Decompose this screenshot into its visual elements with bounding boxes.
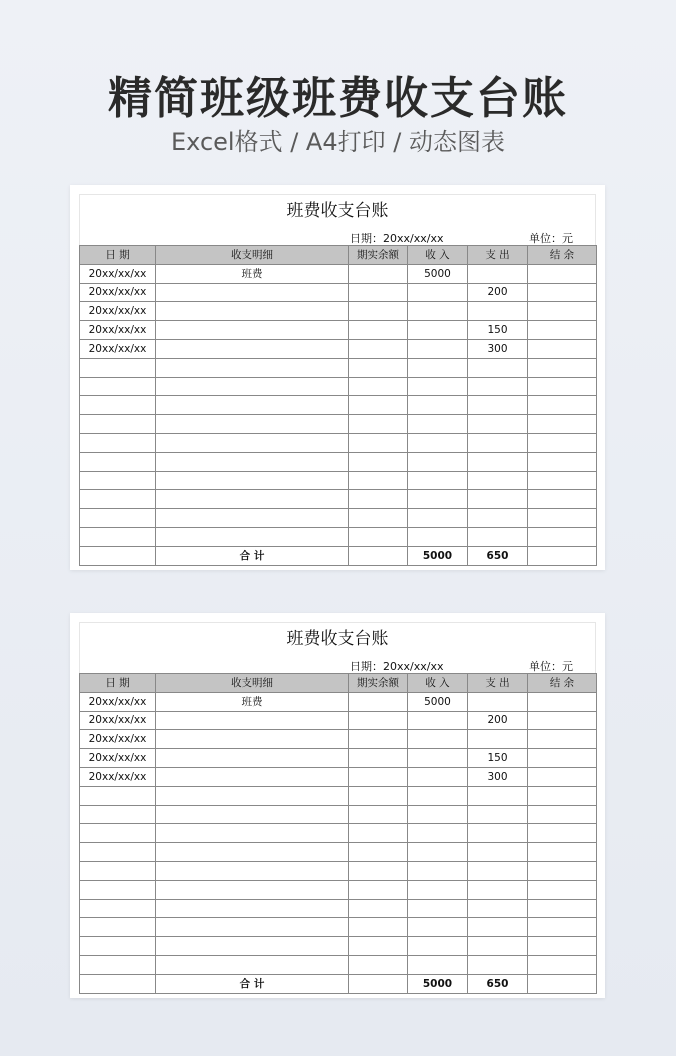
- cell-balance: [528, 321, 597, 340]
- table-row: [80, 452, 597, 471]
- cell-balance-start: [349, 377, 408, 396]
- cell-income: [408, 937, 468, 956]
- cell-expense: [468, 937, 528, 956]
- cell-income: [408, 283, 468, 302]
- cell-balance: [528, 396, 597, 415]
- cell-date: 20xx/xx/xx: [80, 302, 156, 321]
- cell-balance-start: [349, 321, 408, 340]
- cell-income: [408, 767, 468, 786]
- cell-date: [80, 843, 156, 862]
- cell-balance: [528, 899, 597, 918]
- cell-income: [408, 452, 468, 471]
- cell-desc: 班费: [156, 692, 349, 711]
- sheet-title: 班费收支台账: [79, 194, 596, 228]
- ledger-sheet: [79, 622, 596, 994]
- cell-income: [408, 824, 468, 843]
- cell-income: [408, 527, 468, 546]
- cell-balance: [528, 264, 597, 283]
- cell-balance: [528, 786, 597, 805]
- table-row: [80, 711, 597, 730]
- table-header-row: [80, 674, 597, 693]
- table-row: [80, 527, 597, 546]
- cell-date: [80, 471, 156, 490]
- cell-income: [408, 377, 468, 396]
- cell-date: 20xx/xx/xx: [80, 321, 156, 340]
- table-row: [80, 824, 597, 843]
- cell-date: 20xx/xx/xx: [80, 339, 156, 358]
- cell-expense: [468, 955, 528, 974]
- cell-income: [408, 321, 468, 340]
- cell-expense: [468, 805, 528, 824]
- cell-balance-start: [349, 283, 408, 302]
- ledger-preview-2: [70, 613, 605, 998]
- cell-balance: [528, 767, 597, 786]
- cell-date: [80, 937, 156, 956]
- cell-desc: [156, 937, 349, 956]
- cell-expense: [468, 861, 528, 880]
- cell-desc: 班费: [156, 264, 349, 283]
- column-header: 收支明细: [156, 246, 349, 265]
- cell-balance-start: [349, 339, 408, 358]
- cell-balance-start: [349, 358, 408, 377]
- cell-balance: [528, 452, 597, 471]
- cell-desc: [156, 786, 349, 805]
- cell-date: [80, 786, 156, 805]
- cell-expense: [468, 730, 528, 749]
- cell-expense: [468, 415, 528, 434]
- cell-balance-start: [349, 264, 408, 283]
- cell-income: [408, 880, 468, 899]
- cell-balance-start: [349, 692, 408, 711]
- table-row: [80, 692, 597, 711]
- cell-expense: 200: [468, 711, 528, 730]
- ledger-table: [79, 673, 597, 994]
- column-header: 收 入: [408, 674, 468, 693]
- cell-date: [80, 509, 156, 528]
- cell-desc: [156, 283, 349, 302]
- cell-expense: [468, 918, 528, 937]
- cell-expense: [468, 692, 528, 711]
- table-row: [80, 861, 597, 880]
- cell-desc: [156, 358, 349, 377]
- cell-balance-start: [349, 843, 408, 862]
- cell-empty: [349, 546, 408, 565]
- table-row: [80, 377, 597, 396]
- column-header: 收支明细: [156, 674, 349, 693]
- cell-desc: [156, 918, 349, 937]
- sheet-meta: [79, 656, 596, 673]
- cell-desc: [156, 452, 349, 471]
- cell-desc: [156, 711, 349, 730]
- cell-income: [408, 433, 468, 452]
- cell-date: [80, 824, 156, 843]
- cell-balance-start: [349, 396, 408, 415]
- cell-date: [80, 433, 156, 452]
- cell-empty: [528, 974, 597, 993]
- cell-income: [408, 358, 468, 377]
- table-row: [80, 786, 597, 805]
- cell-income: [408, 302, 468, 321]
- cell-income: [408, 918, 468, 937]
- cell-balance-start: [349, 711, 408, 730]
- cell-balance-start: [349, 471, 408, 490]
- table-row: [80, 899, 597, 918]
- cell-desc: [156, 955, 349, 974]
- cell-desc: [156, 861, 349, 880]
- table-row: [80, 264, 597, 283]
- cell-balance: [528, 711, 597, 730]
- cell-income: [408, 749, 468, 768]
- cell-desc: [156, 805, 349, 824]
- cell-date: [80, 918, 156, 937]
- cell-balance-start: [349, 805, 408, 824]
- cell-desc: [156, 843, 349, 862]
- cell-balance-start: [349, 509, 408, 528]
- cell-balance: [528, 805, 597, 824]
- cell-balance-start: [349, 415, 408, 434]
- cell-balance: [528, 749, 597, 768]
- cell-balance: [528, 730, 597, 749]
- cell-date: [80, 805, 156, 824]
- cell-balance-start: [349, 452, 408, 471]
- cell-date: [80, 415, 156, 434]
- cell-date: [80, 880, 156, 899]
- table-row: [80, 918, 597, 937]
- total-label: 合 计: [156, 974, 349, 993]
- cell-balance-start: [349, 861, 408, 880]
- cell-empty: [528, 546, 597, 565]
- cell-income: [408, 786, 468, 805]
- table-row: [80, 433, 597, 452]
- cell-income: [408, 955, 468, 974]
- cell-date: 20xx/xx/xx: [80, 283, 156, 302]
- cell-income: [408, 509, 468, 528]
- cell-desc: [156, 396, 349, 415]
- total-income: 5000: [408, 546, 468, 565]
- total-expense: 650: [468, 546, 528, 565]
- cell-balance-start: [349, 899, 408, 918]
- table-row: [80, 749, 597, 768]
- cell-date: 20xx/xx/xx: [80, 692, 156, 711]
- cell-expense: [468, 509, 528, 528]
- cell-expense: [468, 471, 528, 490]
- column-header: 期实余额: [349, 674, 408, 693]
- cell-date: [80, 899, 156, 918]
- cell-balance: [528, 918, 597, 937]
- table-row: [80, 509, 597, 528]
- total-label: 合 计: [156, 546, 349, 565]
- cell-balance: [528, 415, 597, 434]
- table-header-row: [80, 246, 597, 265]
- cell-expense: 300: [468, 767, 528, 786]
- cell-balance: [528, 509, 597, 528]
- column-header: 结 余: [528, 674, 597, 693]
- cell-balance: [528, 527, 597, 546]
- table-row: [80, 358, 597, 377]
- cell-date: 20xx/xx/xx: [80, 264, 156, 283]
- cell-balance-start: [349, 490, 408, 509]
- cell-expense: [468, 396, 528, 415]
- cell-balance-start: [349, 918, 408, 937]
- cell-balance: [528, 358, 597, 377]
- cell-expense: 200: [468, 283, 528, 302]
- cell-balance-start: [349, 767, 408, 786]
- cell-income: [408, 415, 468, 434]
- cell-desc: [156, 767, 349, 786]
- total-row: [80, 974, 597, 993]
- cell-income: 5000: [408, 264, 468, 283]
- cell-desc: [156, 339, 349, 358]
- cell-balance-start: [349, 824, 408, 843]
- cell-date: 20xx/xx/xx: [80, 711, 156, 730]
- cell-income: [408, 339, 468, 358]
- cell-balance: [528, 824, 597, 843]
- cell-empty: [349, 974, 408, 993]
- cell-date: 20xx/xx/xx: [80, 730, 156, 749]
- cell-date: [80, 396, 156, 415]
- sheet-date: 日期：20xx/xx/xx: [350, 232, 444, 245]
- table-row: [80, 339, 597, 358]
- cell-expense: [468, 527, 528, 546]
- ledger-table: [79, 245, 597, 566]
- cell-income: [408, 730, 468, 749]
- cell-desc: [156, 433, 349, 452]
- sheet-title: 班费收支台账: [79, 622, 596, 656]
- column-header: 结 余: [528, 246, 597, 265]
- cell-income: [408, 490, 468, 509]
- cell-balance: [528, 471, 597, 490]
- cell-income: [408, 899, 468, 918]
- cell-date: [80, 527, 156, 546]
- cell-desc: [156, 880, 349, 899]
- table-row: [80, 843, 597, 862]
- cell-date: [80, 955, 156, 974]
- cell-balance: [528, 955, 597, 974]
- cell-balance: [528, 937, 597, 956]
- cell-desc: [156, 509, 349, 528]
- table-row: [80, 730, 597, 749]
- cell-expense: 150: [468, 321, 528, 340]
- cell-date: [80, 358, 156, 377]
- table-row: [80, 955, 597, 974]
- ledger-sheet: [79, 194, 596, 566]
- cell-expense: [468, 843, 528, 862]
- cell-income: [408, 471, 468, 490]
- cell-date: [80, 490, 156, 509]
- table-row: [80, 415, 597, 434]
- cell-balance-start: [349, 786, 408, 805]
- cell-balance: [528, 377, 597, 396]
- cell-balance-start: [349, 527, 408, 546]
- cell-income: [408, 396, 468, 415]
- cell-date: 20xx/xx/xx: [80, 767, 156, 786]
- table-row: [80, 321, 597, 340]
- column-header: 期实余额: [349, 246, 408, 265]
- total-income: 5000: [408, 974, 468, 993]
- cell-desc: [156, 471, 349, 490]
- cell-expense: [468, 452, 528, 471]
- sheet-date: 日期：20xx/xx/xx: [350, 660, 444, 673]
- cell-balance-start: [349, 955, 408, 974]
- cell-desc: [156, 730, 349, 749]
- table-row: [80, 880, 597, 899]
- ledger-preview-1: [70, 185, 605, 570]
- cell-balance-start: [349, 937, 408, 956]
- cell-desc: [156, 490, 349, 509]
- cell-desc: [156, 302, 349, 321]
- table-row: [80, 471, 597, 490]
- cell-expense: [468, 433, 528, 452]
- column-header: 日 期: [80, 674, 156, 693]
- cell-expense: [468, 302, 528, 321]
- page-title: 精简班级班费收支台账: [108, 73, 568, 124]
- cell-income: [408, 805, 468, 824]
- table-row: [80, 396, 597, 415]
- table-row: [80, 805, 597, 824]
- column-header: 支 出: [468, 674, 528, 693]
- cell-balance: [528, 880, 597, 899]
- sheet-meta: [79, 228, 596, 245]
- cell-income: 5000: [408, 692, 468, 711]
- cell-expense: [468, 358, 528, 377]
- cell-expense: [468, 786, 528, 805]
- cell-income: [408, 861, 468, 880]
- column-header: 收 入: [408, 246, 468, 265]
- table-row: [80, 283, 597, 302]
- cell-balance: [528, 433, 597, 452]
- cell-date: [80, 452, 156, 471]
- cell-income: [408, 843, 468, 862]
- total-expense: 650: [468, 974, 528, 993]
- sheet-unit: 单位：元: [529, 660, 573, 673]
- cell-balance-start: [349, 730, 408, 749]
- cell-income: [408, 711, 468, 730]
- table-row: [80, 302, 597, 321]
- cell-expense: [468, 490, 528, 509]
- table-row: [80, 767, 597, 786]
- cell-desc: [156, 824, 349, 843]
- cell-expense: 150: [468, 749, 528, 768]
- page-subtitle: Excel格式 / A4打印 / 动态图表: [171, 128, 505, 156]
- cell-expense: 300: [468, 339, 528, 358]
- cell-desc: [156, 321, 349, 340]
- cell-balance: [528, 861, 597, 880]
- cell-desc: [156, 527, 349, 546]
- cell-date: 20xx/xx/xx: [80, 749, 156, 768]
- cell-desc: [156, 415, 349, 434]
- cell-balance-start: [349, 302, 408, 321]
- sheet-unit: 单位：元: [529, 232, 573, 245]
- column-header: 支 出: [468, 246, 528, 265]
- cell-balance: [528, 283, 597, 302]
- cell-desc: [156, 749, 349, 768]
- cell-balance: [528, 302, 597, 321]
- cell-desc: [156, 899, 349, 918]
- cell-balance: [528, 490, 597, 509]
- cell-balance-start: [349, 880, 408, 899]
- cell-expense: [468, 264, 528, 283]
- cell-empty: [80, 974, 156, 993]
- cell-date: [80, 377, 156, 396]
- cell-balance: [528, 339, 597, 358]
- cell-empty: [80, 546, 156, 565]
- table-row: [80, 937, 597, 956]
- total-row: [80, 546, 597, 565]
- table-row: [80, 490, 597, 509]
- cell-balance-start: [349, 749, 408, 768]
- cell-expense: [468, 824, 528, 843]
- column-header: 日 期: [80, 246, 156, 265]
- cell-balance: [528, 692, 597, 711]
- cell-date: [80, 861, 156, 880]
- cell-expense: [468, 880, 528, 899]
- cell-expense: [468, 377, 528, 396]
- cell-desc: [156, 377, 349, 396]
- cell-balance: [528, 843, 597, 862]
- cell-balance-start: [349, 433, 408, 452]
- cell-expense: [468, 899, 528, 918]
